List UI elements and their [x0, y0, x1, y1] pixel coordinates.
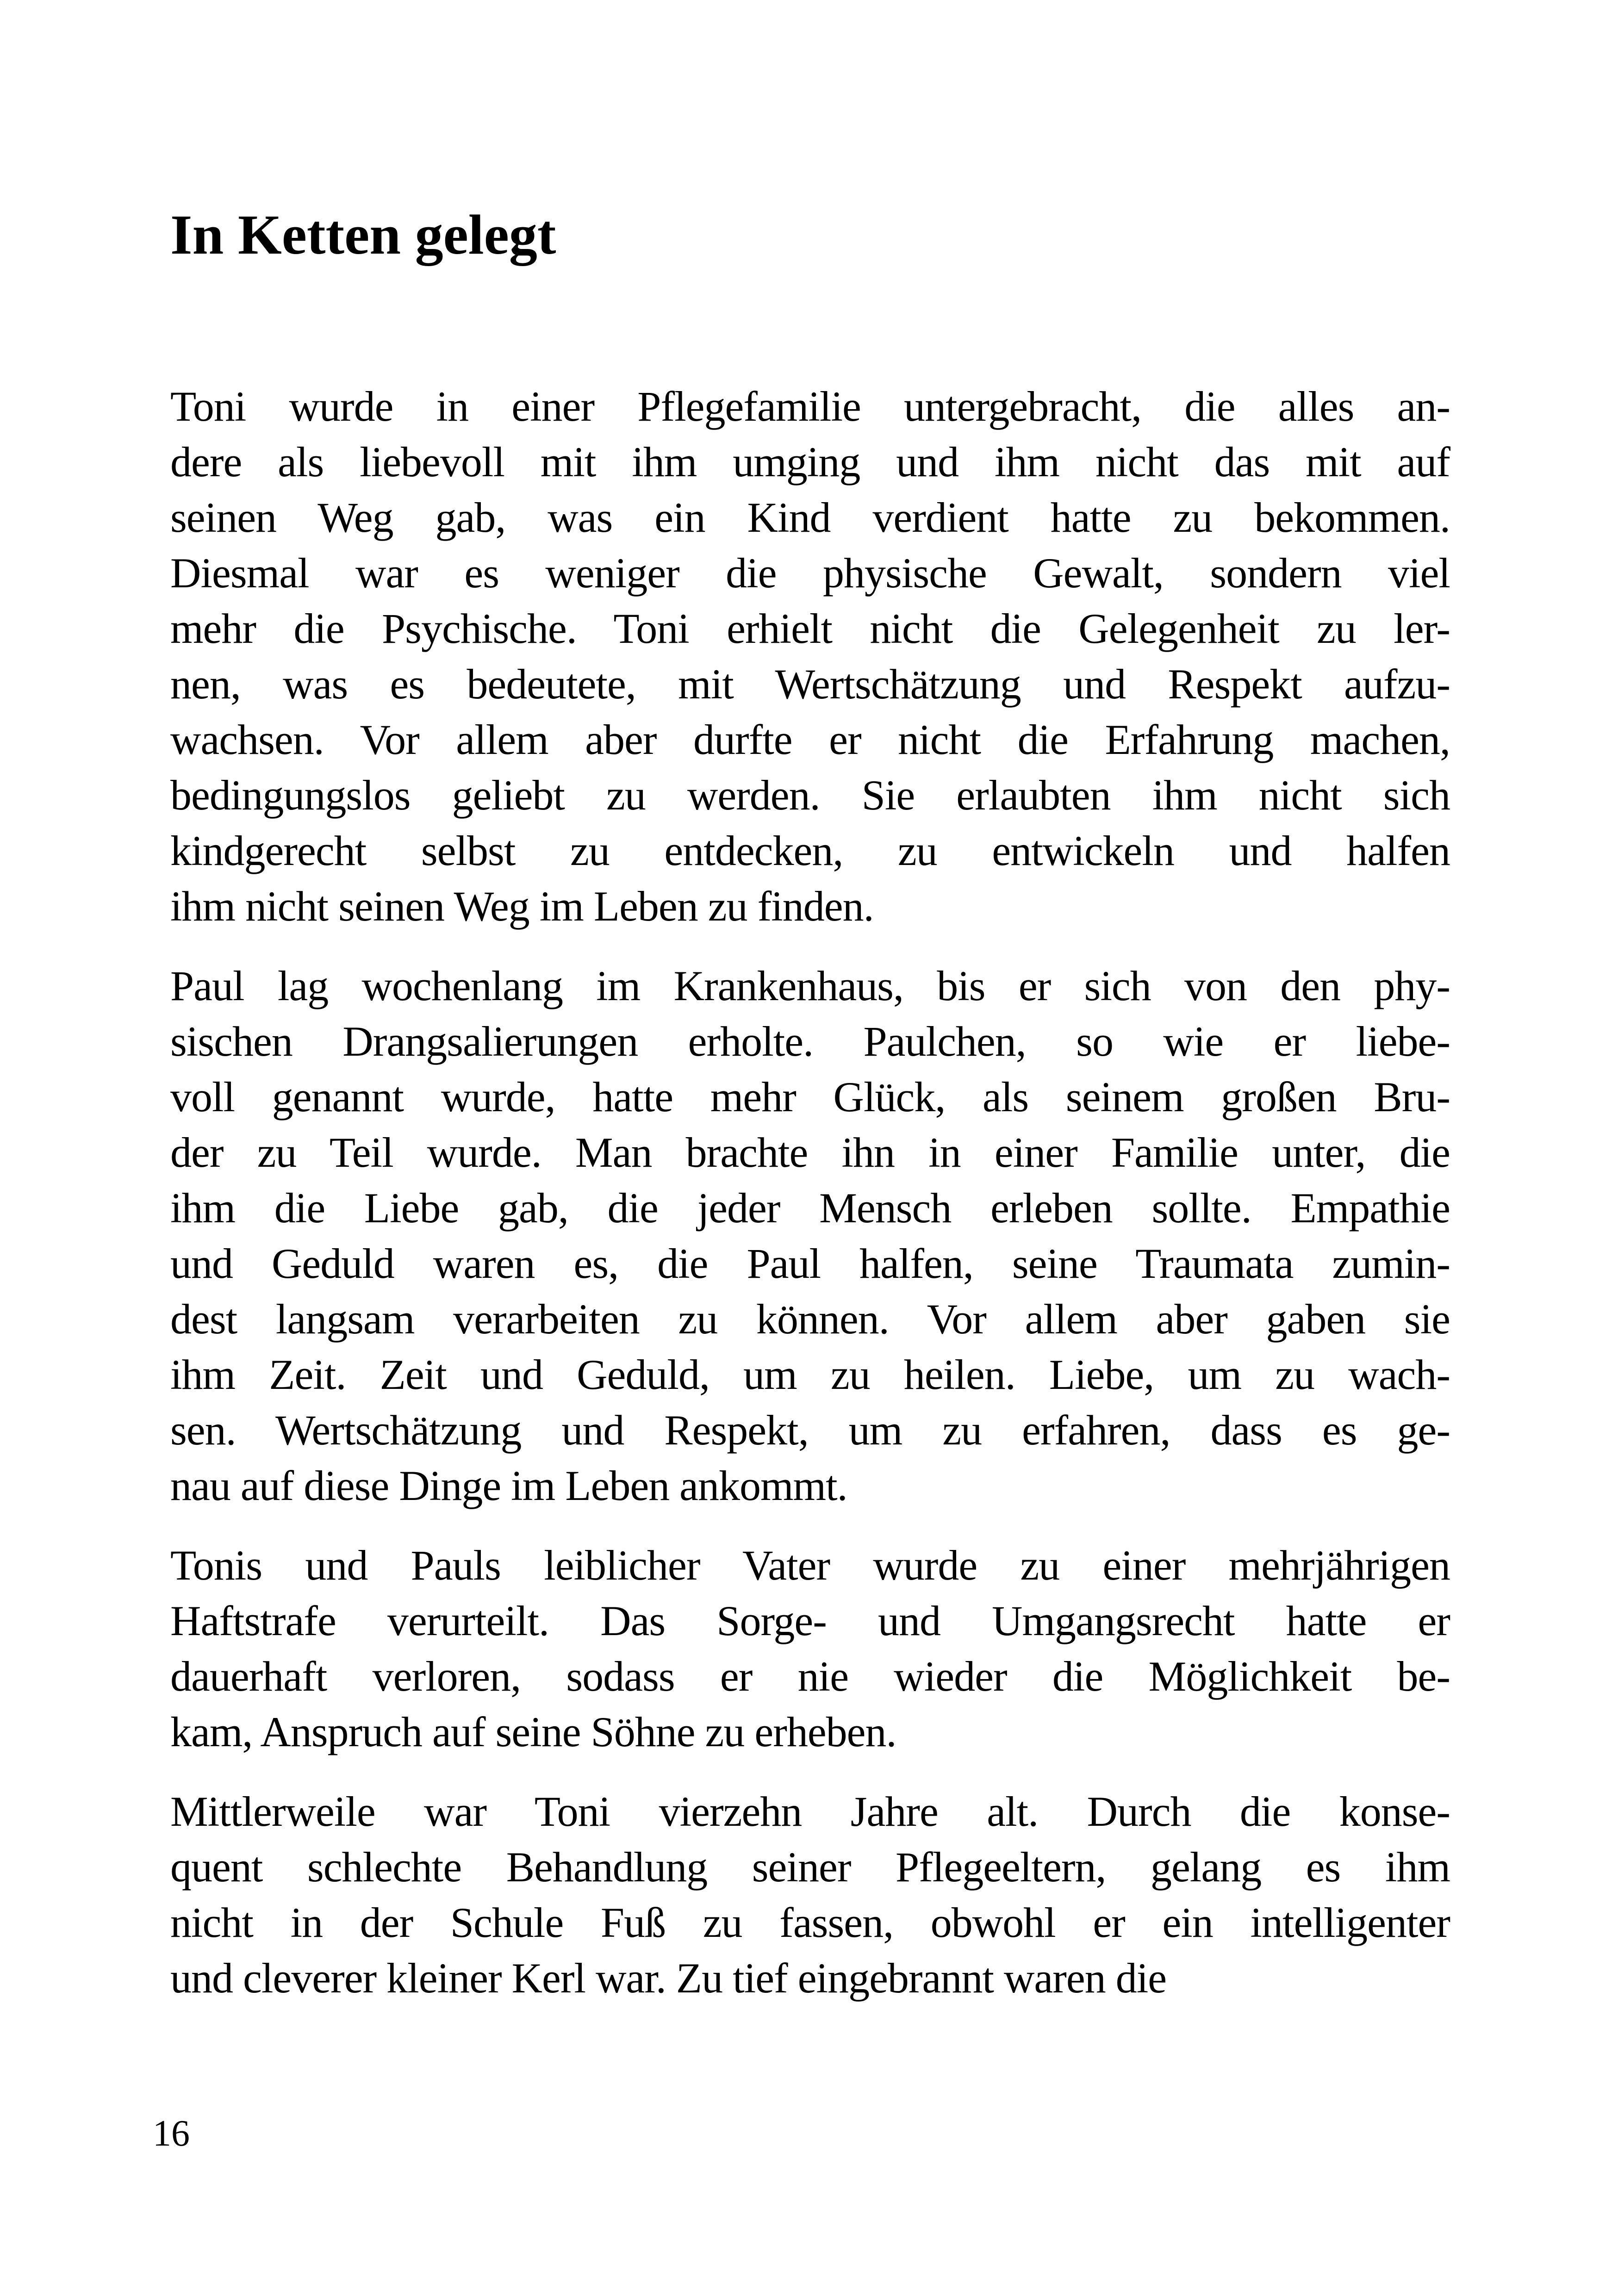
- paragraph: [170, 379, 1450, 934]
- text-line: bedingungslos geliebt zu werden. Sie erlaubten ihm nicht sich: [170, 772, 1450, 819]
- text-line: dauerhaft verloren, sodass er nie wieder die Möglichkeit be-: [170, 1653, 1450, 1700]
- page-number: 16: [153, 2113, 190, 2154]
- chapter-heading: In Ketten gelegt: [170, 204, 556, 266]
- text-line: kindgerecht selbst zu entdecken, zu entwickeln und halfen: [170, 827, 1450, 874]
- text-line: nicht in der Schule Fuß zu fassen, obwohl er ein intelligenter: [170, 1899, 1450, 1946]
- text-line: Paul lag wochenlang im Krankenhaus, bis er sich von den phy-: [170, 962, 1450, 1009]
- text-line: und cleverer kleiner Kerl war. Zu tief eingebrannt waren die: [170, 1954, 1167, 2002]
- text-line: dest langsam verarbeiten zu können. Vor allem aber gaben sie: [170, 1295, 1450, 1343]
- text-line: kam, Anspruch auf seine Söhne zu erheben.: [170, 1708, 896, 1755]
- paragraph: [170, 958, 1450, 1513]
- text-line: mehr die Psychische. Toni erhielt nicht die Gelegenheit zu ler-: [170, 605, 1450, 652]
- text-line: und Geduld waren es, die Paul halfen, seine Traumata zumin-: [170, 1240, 1450, 1287]
- text-line: ihm die Liebe gab, die jeder Mensch erleben sollte. Empathie: [170, 1184, 1450, 1232]
- text-line: Mittlerweile war Toni vierzehn Jahre alt. Durch die konse-: [170, 1788, 1450, 1835]
- text-line: sen. Wertschätzung und Respekt, um zu erfahren, dass es ge-: [170, 1406, 1450, 1454]
- text-line: quent schlechte Behandlung seiner Pflegeeltern, gelang es ihm: [170, 1843, 1450, 1891]
- text-line: voll genannt wurde, hatte mehr Glück, als seinem großen Bru-: [170, 1073, 1450, 1120]
- paragraph: [170, 1784, 1450, 2006]
- text-line: sischen Drangsalierungen erholte. Paulchen, so wie er liebe-: [170, 1018, 1450, 1065]
- text-line: ihm Zeit. Zeit und Geduld, um zu heilen. Liebe, um zu wach-: [170, 1351, 1450, 1398]
- text-line: Diesmal war es weniger die physische Gewalt, sondern viel: [170, 549, 1450, 597]
- text-line: Toni wurde in einer Pflegefamilie untergebracht, die alles an-: [170, 383, 1450, 430]
- text-line: der zu Teil wurde. Man brachte ihn in einer Familie unter, die: [170, 1129, 1450, 1176]
- text-line: nen, was es bedeutete, mit Wertschätzung und Respekt aufzu-: [170, 660, 1450, 708]
- text-line: ihm nicht seinen Weg im Leben zu finden.: [170, 883, 874, 930]
- text-line: nau auf diese Dinge im Leben ankommt.: [170, 1462, 847, 1509]
- body-text: [170, 379, 1450, 2030]
- paragraph: [170, 1537, 1450, 1760]
- text-line: Haftstrafe verurteilt. Das Sorge- und Umgangsrecht hatte er: [170, 1597, 1450, 1644]
- text-line: dere als liebevoll mit ihm umging und ihm nicht das mit auf: [170, 438, 1450, 485]
- text-line: wachsen. Vor allem aber durfte er nicht die Erfahrung machen,: [170, 716, 1450, 763]
- text-line: seinen Weg gab, was ein Kind verdient hatte zu bekommen.: [170, 494, 1450, 541]
- text-line: Tonis und Pauls leiblicher Vater wurde zu einer mehrjährigen: [170, 1542, 1450, 1589]
